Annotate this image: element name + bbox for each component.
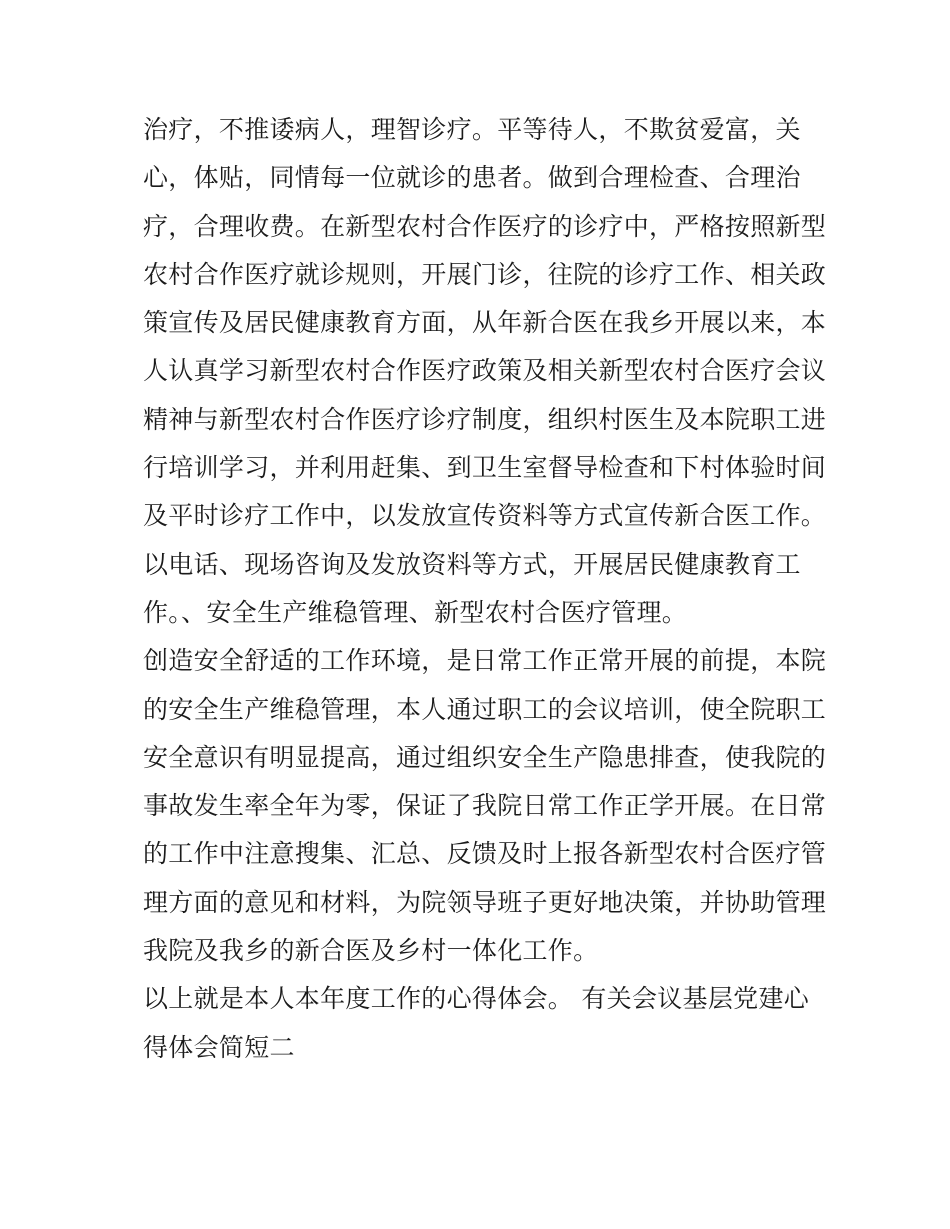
text-line: 行培训学习，并利用赶集、到卫生室督导检查和下村体验时间 xyxy=(143,453,827,483)
text-line: 事故发生率全年为零，保证了我院日常工作正学开展。在日常 xyxy=(143,791,827,821)
body-text xyxy=(143,106,827,1072)
text-line: 我院及我乡的新合医及乡村一体化工作。 xyxy=(143,936,599,966)
text-line: 精神与新型农村合作医疗诊疗制度，组织村医生及本院职工进 xyxy=(143,404,827,434)
text-line: 策宣传及居民健康教育方面，从年新合医在我乡开展以来，本 xyxy=(143,308,827,338)
text-line: 及平时诊疗工作中，以发放宣传资料等方式宣传新合医工作。 xyxy=(143,501,827,531)
text-line: 人认真学习新型农村合作医疗政策及相关新型农村合医疗会议 xyxy=(143,356,827,386)
text-line: 理方面的意见和材料，为院领导班子更好地决策，并协助管理 xyxy=(143,887,827,917)
text-line: 疗，合理收费。在新型农村合作医疗的诊疗中，严格按照新型 xyxy=(143,211,827,241)
text-line: 得体会简短二 xyxy=(143,1032,295,1062)
text-line: 治疗，不推诿病人，理智诊疗。平等待人，不欺贫爱富，关 xyxy=(143,115,801,144)
text-line: 作。、安全生产维稳管理、新型农村合医疗管理。 xyxy=(143,597,688,627)
text-line: 心，体贴，同情每一位就诊的患者。做到合理检查、合理治 xyxy=(143,163,801,193)
text-line: 农村合作医疗就诊规则，开展门诊，往院的诊疗工作、相关政 xyxy=(143,259,827,289)
text-line: 的安全生产维稳管理，本人通过职工的会议培训，使全院职工 xyxy=(143,694,827,724)
text-line: 的工作中注意搜集、汇总、反馈及时上报各新型农村合医疗管 xyxy=(143,839,827,869)
text-line: 以电话、现场咨询及发放资料等方式，开展居民健康教育工 xyxy=(143,549,801,579)
text-line: 创造安全舒适的工作环境，是日常工作正常开展的前提，本院 xyxy=(143,646,827,676)
text-line: 以上就是本人本年度工作的心得体会。 有关会议基层党建心 xyxy=(143,984,810,1014)
text-line: 安全意识有明显提高，通过组织安全生产隐患排查，使我院的 xyxy=(143,742,827,772)
